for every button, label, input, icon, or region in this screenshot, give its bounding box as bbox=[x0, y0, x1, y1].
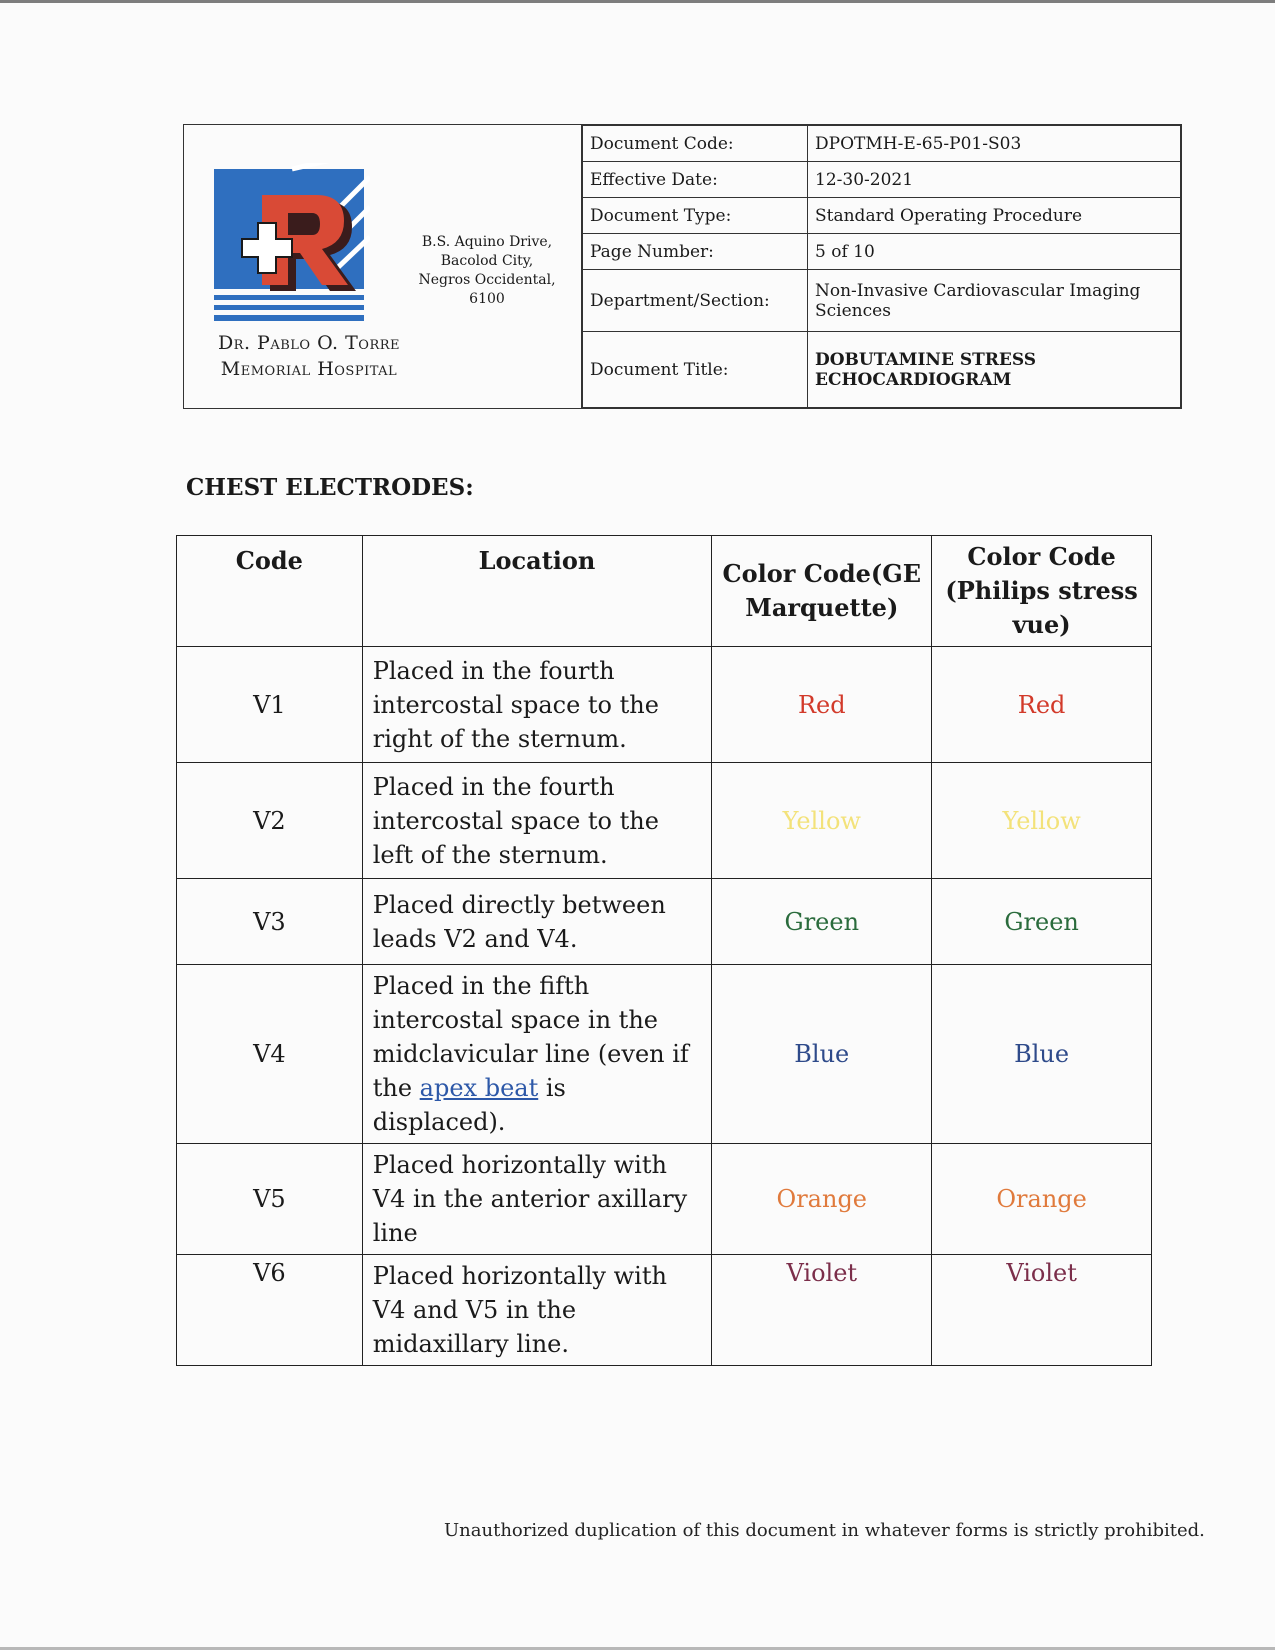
info-label: Effective Date: bbox=[583, 162, 808, 198]
info-value: DPOTMH-E-65-P01-S03 bbox=[808, 126, 1181, 162]
philips-color-value: Yellow bbox=[932, 763, 1152, 879]
ge-color-value: Green bbox=[712, 879, 932, 965]
document-title-line2: ECHOCARDIOGRAM bbox=[815, 369, 1012, 390]
logo-bar bbox=[214, 315, 364, 321]
footer-notice: Unauthorized duplication of this document in whatever forms is strictly prohibited. bbox=[444, 1520, 1205, 1541]
info-label: Page Number: bbox=[583, 234, 808, 270]
info-row bbox=[583, 270, 1181, 332]
info-row bbox=[583, 234, 1181, 270]
logo-cell bbox=[184, 125, 582, 408]
address-line: 6100 bbox=[469, 291, 505, 303]
electrode-code: V6 bbox=[177, 1255, 363, 1366]
info-label: Document Code: bbox=[583, 126, 808, 162]
ge-color-value: Blue bbox=[712, 965, 932, 1144]
electrode-location: Placed directly between leads V2 and V4. bbox=[362, 879, 712, 965]
info-label: Department/Section: bbox=[583, 270, 808, 332]
section-title: CHEST ELECTRODES: bbox=[186, 474, 474, 501]
electrode-code: V1 bbox=[177, 647, 363, 763]
hospital-name-line2: Memorial Hospital bbox=[220, 358, 398, 380]
table-row bbox=[177, 965, 1152, 1144]
header-code: Code bbox=[177, 536, 363, 647]
philips-color-value: Red bbox=[932, 647, 1152, 763]
scan-edge-top bbox=[0, 0, 1275, 3]
info-row-title bbox=[583, 332, 1181, 408]
electrode-location: Placed in the fourth intercostal space to the right of the sternum. bbox=[362, 647, 712, 763]
table-row bbox=[177, 763, 1152, 879]
location-text: is displaced). bbox=[372, 1074, 566, 1136]
hospital-address bbox=[412, 233, 562, 303]
info-row bbox=[583, 162, 1181, 198]
philips-color-value: Blue bbox=[932, 965, 1152, 1144]
hospital-name bbox=[194, 330, 424, 382]
electrode-location bbox=[362, 965, 712, 1144]
hospital-name-line1: Dr. Pablo O. Torre bbox=[217, 332, 401, 354]
philips-color-value: Green bbox=[932, 879, 1152, 965]
document-title-value bbox=[808, 332, 1181, 408]
header-ge-line1: Color Code(GE bbox=[722, 559, 922, 588]
ge-color-value: Red bbox=[712, 647, 932, 763]
info-value: Standard Operating Procedure bbox=[808, 198, 1181, 234]
document-header bbox=[183, 124, 1182, 409]
electrode-code: V5 bbox=[177, 1144, 363, 1255]
ge-color-value: Violet bbox=[712, 1255, 932, 1366]
header-philips-color bbox=[932, 536, 1152, 647]
electrode-location: Placed horizontally with V4 and V5 in the midaxillary line. bbox=[362, 1255, 712, 1366]
location-text: Placed in the fifth intercostal space in the midclavicular line (even if the bbox=[372, 972, 689, 1102]
header-ge-color bbox=[712, 536, 932, 647]
electrode-location: Placed horizontally with V4 in the anterior axillary line bbox=[362, 1144, 712, 1255]
header-ph-line2: (Philips stress bbox=[945, 576, 1138, 605]
table-row bbox=[177, 879, 1152, 965]
table-header-row bbox=[177, 536, 1152, 647]
header-location: Location bbox=[362, 536, 712, 647]
table-row bbox=[177, 647, 1152, 763]
electrode-code: V3 bbox=[177, 879, 363, 965]
info-value: 12-30-2021 bbox=[808, 162, 1181, 198]
document-info-table bbox=[582, 125, 1181, 408]
header-ph-line3: vue) bbox=[1012, 610, 1071, 639]
address-line: Negros Occidental, bbox=[418, 272, 556, 288]
document-title-label: Document Title: bbox=[583, 332, 808, 408]
electrode-code: V4 bbox=[177, 965, 363, 1144]
header-ph-line1: Color Code bbox=[967, 542, 1116, 571]
logo-bar bbox=[214, 305, 364, 310]
apex-beat-link[interactable]: apex beat bbox=[419, 1074, 539, 1102]
address-line: Bacolod City, bbox=[440, 253, 534, 269]
document-title-line1: DOBUTAMINE STRESS bbox=[815, 349, 1037, 370]
ge-color-value: Orange bbox=[712, 1144, 932, 1255]
logo-bar bbox=[214, 295, 364, 300]
info-label: Document Type: bbox=[583, 198, 808, 234]
electrode-code: V2 bbox=[177, 763, 363, 879]
chest-electrodes-table bbox=[176, 535, 1152, 1366]
logo-stripe bbox=[292, 163, 362, 169]
info-row bbox=[583, 126, 1181, 162]
address-line: B.S. Aquino Drive, bbox=[421, 234, 553, 250]
hospital-logo-icon bbox=[212, 163, 370, 323]
info-value: 5 of 10 bbox=[808, 234, 1181, 270]
table-row bbox=[177, 1144, 1152, 1255]
philips-color-value: Violet bbox=[932, 1255, 1152, 1366]
electrode-location: Placed in the fourth intercostal space to the left of the sternum. bbox=[362, 763, 712, 879]
info-value: Non-Invasive Cardiovascular Imaging Sciences bbox=[808, 270, 1181, 332]
table-row bbox=[177, 1255, 1152, 1366]
info-row bbox=[583, 198, 1181, 234]
header-ge-line2: Marquette) bbox=[745, 593, 899, 622]
ge-color-value: Yellow bbox=[712, 763, 932, 879]
philips-color-value: Orange bbox=[932, 1144, 1152, 1255]
